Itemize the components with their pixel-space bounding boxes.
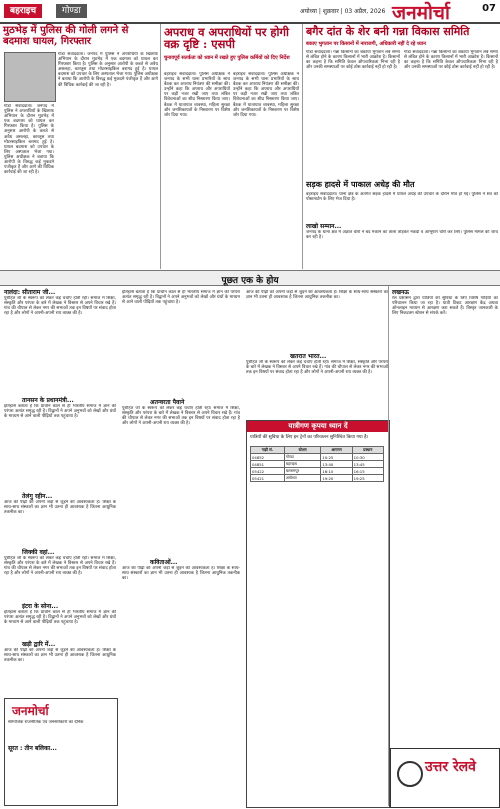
railway-row [251, 468, 384, 475]
railway-cell: बहराइच [284, 461, 321, 468]
page-header [0, 0, 500, 24]
railway-cell: 16:10 [321, 468, 352, 475]
col-departure: प्रस्थान [352, 447, 383, 454]
masthead-brand: जनमोर्चा [392, 2, 450, 24]
paper-ad-tagline: सामाजिक राजनीतिक एवं जनसरोकारों का दैनिक [8, 720, 84, 725]
feature-subhead-4: इंटरा के सोना... [22, 603, 59, 610]
ticker-label: लखनऊ [392, 289, 410, 296]
story2-body: बहराइच संवाददाता। पुलिस अधीक्षक ने जनपद के सभी थाना प्रभारियों के साथ बैठक कर अपराध नियंत्रण की समीक्षा की। उन्होंने कहा कि अपराध और अपराधियों पर कड़ी नजर रखी जाए तथा लंबित विवेचनाओं का शीघ्र निस्तारण किया जाए। बैठक में यातायात व्यवस्था, महिला सुरक्षा और जनशिकायतों के निस्तारण पर विशेष जोर दिया गया। [164, 72, 230, 118]
column-divider [388, 286, 389, 806]
story3-body: गोंडा संवाददाता। गन्ना किसानों का बकाया भुगतान लंबे समय से लंबित होने के कारण किसानों में भारी आक्रोश है। किसानों का कहना है कि समिति केवल औपचारिकता निभा रही है और उनकी समस्याओं पर कोई ठोस कार्रवाई नहीं हो रही है। [306, 50, 400, 71]
feature-intro-label: नालंदा: सीताराम जी... [4, 289, 56, 296]
feature-col3-body2: पुरोहित जी के स्वरूप को लेकर कई चर्चाएं होती रहीं। समाज में शिक्षा, संस्कृति और परंपरा के बारे में लेखक ने विस्तार से अपने विचार रखे हैं। गांव की चौपाल से लेकर नगर की सभाओं तक इन विषयों पर संवाद होता रहा है और लोगों ने अपनी-अपनी राय व्यक्त की है। [246, 360, 388, 376]
paper-ad-subscribe: सूरत : तीन बलिका... [8, 745, 57, 752]
feature-body-b: इतिहास बताता है कि प्राचीन काल से ही भारतीय समाज में ज्ञान की परंपरा अत्यंत समृद्ध रही है। विद्वानों ने अपने अनुभवों को लेखों और ग्रंथों के माध्यम से आने वाली पीढ़ियों तक पहुंचाया है। [4, 404, 116, 420]
band-title: पूछत एक के होय [221, 276, 279, 286]
feature-col2-body3: आज की पीढ़ी को अपनी जड़ों से जुड़ने की आवश्यकता है। शिक्षा के साथ-साथ संस्कारों का ज्ञान भी उतना ही आवश्यक है जितना आधुनिक तकनीक का। [122, 566, 240, 582]
crime-label: लाखो सम्मान... [306, 223, 342, 230]
railway-cell: 16:15 [352, 468, 383, 475]
col-train-no: गाड़ी सं. [251, 447, 285, 454]
feature-body-c: आज की पीढ़ी को अपनी जड़ों से जुड़ने की आवश्यकता है। शिक्षा के साथ-साथ संस्कारों का ज्ञान भी उतना ही आवश्यक है जितना आधुनिक तकनीक का। [4, 500, 116, 516]
railway-cell: गोण्डा [284, 454, 321, 461]
feature-body-a: पुरोहित जी के स्वरूप को लेकर कई चर्चाएं होती रहीं। समाज में शिक्षा, संस्कृति और परंपरा के बारे में लेखक ने विस्तार से अपने विचार रखे हैं। गांव की चौपाल से लेकर नगर की सभाओं तक इन विषयों पर संवाद होता रहा है और लोगों ने अपनी-अपनी राय व्यक्त की है। [4, 296, 116, 317]
feature-body-d: पुरोहित जी के स्वरूप को लेकर कई चर्चाएं होती रहीं। समाज में शिक्षा, संस्कृति और परंपरा के बारे में लेखक ने विस्तार से अपने विचार रखे हैं। गांव की चौपाल से लेकर नगर की सभाओं तक इन विषयों पर संवाद होता रहा है और लोगों ने अपनी-अपनी राय व्यक्त की है। [4, 556, 116, 577]
railway-cell: 04852 [251, 454, 285, 461]
page-number: 07 [482, 3, 496, 14]
story2-kicker: चुनावपूर्व सतर्कता को ध्यान में रखते हुए पुलिस कर्मियों को दिए निर्देश [164, 55, 290, 61]
railway-cell: 13:40 [321, 461, 352, 468]
lead-body: गोंडा संवाददाता। जनपद में पुलिस ने अपराधियों के खिलाफ अभियान के दौरान मुठभेड़ में एक बदमाश को घायल कर गिरफ्तार किया है। पुलिस के अनुसार आरोपी के कब्जे से अवैध असलहा, कारतूस तथा मोटरसाइकिल बरामद हुई है। घायल बदमाश को उपचार के लिए अस्पताल भेजा गया। पुलिस अधीक्षक ने बताया कि आरोपी के विरुद्ध कई मुकदमे पंजीकृत हैं और आगे की विधिक कार्रवाई की जा रही है। [58, 52, 158, 88]
paper-ad-brand: जनमोर्चा [12, 704, 49, 718]
lead-headline: मुठभेड़ में पुलिस की गोली लगने से बदमाश घायल, गिरफ्तार [3, 25, 129, 47]
railway-row [251, 461, 384, 468]
feature-col3-body: आज की पीढ़ी को अपनी जड़ों से जुड़ने की आवश्यकता है। शिक्षा के साथ-साथ संस्कारों का ज्ञान भी उतना ही आवश्यक है जितना आधुनिक तकनीक का। [246, 290, 388, 301]
feature-col2-body: इतिहास बताता है कि प्राचीन काल से ही भारतीय समाज में ज्ञान की परंपरा अत्यंत समृद्ध रही है। विद्वानों ने अपने अनुभवों को लेखों और ग्रंथों के माध्यम से आने वाली पीढ़ियों तक पहुंचाया है। [122, 290, 240, 306]
ticker-body: रेल प्रशासन द्वारा यात्रियों की सुविधा के लिए विशेष गाड़ियों का परिचालन किया जा रहा है। यात्री टिकट आरक्षण केंद्र अथवा ऑनलाइन माध्यम से आरक्षण करा सकते हैं। विस्तृत जानकारी के लिए निकटतम स्टेशन से संपर्क करें। [392, 296, 498, 317]
feature-body-e: इतिहास बताता है कि प्राचीन काल से ही भारतीय समाज में ज्ञान की परंपरा अत्यंत समृद्ध रही है। विद्वानों ने अपने अनुभवों को लेखों और ग्रंथों के माध्यम से आने वाली पीढ़ियों तक पहुंचाया है। [4, 610, 116, 626]
railway-cell: बलरामपुर [284, 468, 321, 475]
col-station: स्टेशन [284, 447, 321, 454]
lead-photo [4, 52, 56, 102]
story3-headline: बगैर दांत के शेर बनी गन्ना विकास समिति [306, 25, 470, 38]
story2-headline: अपराध व अपराधियों पर होगी वक्र दृष्टि : एसपी [164, 25, 289, 52]
railway-cell: 05421 [251, 475, 285, 482]
section-tag: बहराइच [4, 4, 42, 18]
railway-title: यात्रीगण कृपया ध्यान दें [247, 421, 389, 432]
dateline: अयोध्या | शुक्रवार | 03 अप्रैल, 2026 [300, 8, 386, 15]
railway-logo-icon [397, 761, 423, 787]
railway-footer: उत्तर रेलवे [425, 759, 476, 775]
column-divider [302, 24, 303, 269]
feature-subhead-6: अतन्वरता पैवाने [150, 399, 185, 406]
railway-cell: 04851 [251, 461, 285, 468]
city-tag: गोण्डा [56, 4, 87, 18]
feature-body-f: आज की पीढ़ी को अपनी जड़ों से जुड़ने की आवश्यकता है। शिक्षा के साथ-साथ संस्कारों का ज्ञान भी उतना ही आवश्यक है जितना आधुनिक तकनीक का। [4, 648, 116, 664]
railway-notice-text: यात्रियों की सुविधा के लिए इन ट्रेनों का परिचालन सुनिश्चित किया गया है। [250, 435, 369, 440]
railway-cell: 13:45 [352, 461, 383, 468]
feature-subhead-5: खड़ी द्वारि में... [22, 641, 56, 648]
railway-row [251, 475, 384, 482]
col-arrival: आगमन [321, 447, 352, 454]
story3-kicker: बकाए भुगतान पर किसानों में नाराजगी, अधिकारी नहीं दे रहे ध्यान [306, 41, 426, 47]
railway-cell: अयोध्या [284, 475, 321, 482]
crime-body: जनपद के थाना क्षेत्र में अज्ञात चोरों ने बंद मकान का ताला तोड़कर नकदी व आभूषण चोरी कर लिए। पुलिस मामले की जांच कर रही है। [306, 230, 498, 241]
railway-logo-ad [390, 748, 500, 808]
railway-row [251, 454, 384, 461]
feature-subhead-3: जिक्की वहां... [22, 549, 55, 556]
section-band [0, 270, 500, 286]
story4-body: बहराइच संवाददाता। थाना क्षेत्र के अंतर्गत सड़क हादसे में घायल अधेड़ की उपचार के दौरान मौत हो गई। पुलिस ने शव को पोस्टमार्टम के लिए भेज दिया है। [306, 192, 498, 203]
railway-cell: 05422 [251, 468, 285, 475]
story2-body-cont: बहराइच संवाददाता। पुलिस अधीक्षक ने जनपद के सभी थाना प्रभारियों के साथ बैठक कर अपराध नियंत्रण की समीक्षा की। उन्होंने कहा कि अपराध और अपराधियों पर कड़ी नजर रखी जाए तथा लंबित विवेचनाओं का शीघ्र निस्तारण किया जाए। बैठक में यातायात व्यवस्था, महिला सुरक्षा और जनशिकायतों के निस्तारण पर विशेष जोर दिया गया। [233, 72, 299, 118]
railway-cell: 10:30 [352, 454, 383, 461]
railway-table [250, 446, 384, 482]
story3-body-cont: गोंडा संवाददाता। गन्ना किसानों का बकाया भुगतान लंबे समय से लंबित होने के कारण किसानों में भारी आक्रोश है। किसानों का कहना है कि समिति केवल औपचारिकता निभा रही है और उनकी समस्याओं पर कोई ठोस कार्रवाई नहीं हो रही है। [404, 50, 498, 71]
railway-cell: 19:25 [352, 475, 383, 482]
feature-subhead-8: खतरात भारत... [290, 353, 327, 360]
lead-body-cont: गोंडा संवाददाता। जनपद में पुलिस ने अपराधियों के खिलाफ अभियान के दौरान मुठभेड़ में एक बदमाश को घायल कर गिरफ्तार किया है। पुलिस के अनुसार आरोपी के कब्जे से अवैध असलहा, कारतूस तथा मोटरसाइकिल बरामद हुई है। घायल बदमाश को उपचार के लिए अस्पताल भेजा गया। पुलिस अधीक्षक ने बताया कि आरोपी के विरुद्ध कई मुकदमे पंजीकृत हैं और आगे की विधिक कार्रवाई की जा रही है। [4, 104, 54, 176]
feature-col2-body2: पुरोहित जी के स्वरूप को लेकर कई चर्चाएं होती रहीं। समाज में शिक्षा, संस्कृति और परंपरा के बारे में लेखक ने विस्तार से अपने विचार रखे हैं। गांव की चौपाल से लेकर नगर की सभाओं तक इन विषयों पर संवाद होता रहा है और लोगों ने अपनी-अपनी राय व्यक्त की है। [122, 406, 240, 427]
feature-subhead-1: तानसन के प्रधानमंत्री... [22, 397, 74, 404]
railway-cell: 10:25 [321, 454, 352, 461]
feature-subhead-2: तेलंगु रहीन... [22, 493, 53, 500]
column-divider [160, 24, 161, 269]
railway-cell: 19:20 [321, 475, 352, 482]
feature-subhead-7: कविताओं... [150, 559, 178, 566]
story4-headline: सड़क हादसे में पाकाल अधेड़ की मौत [306, 179, 415, 189]
